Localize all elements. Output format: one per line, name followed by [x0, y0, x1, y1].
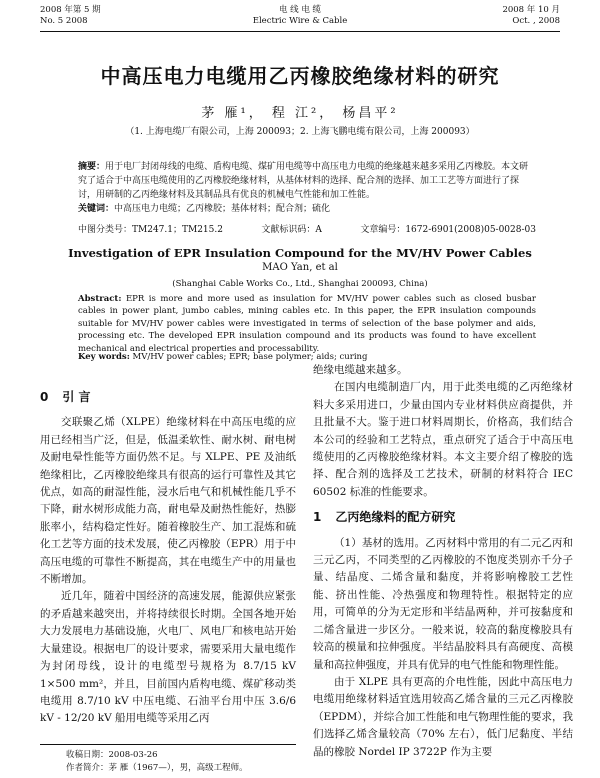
- doc-code: 文献标识码：A: [261, 225, 322, 235]
- section-title: 乙丙绝缘料的配方研究: [335, 510, 456, 525]
- issue-en: No. 5 2008: [40, 16, 88, 26]
- journal-name-cn: 电 线 电 缆: [278, 5, 322, 15]
- footnote: [40, 744, 296, 775]
- abstract-cn: [78, 160, 536, 216]
- paragraph: 由于 XLPE 具有更高的介电性能，因此中高压电力电缆用绝缘材料适宜选用较高乙烯含量的三元乙丙橡胶（EPDM），并综合加工性能和电气物理性能的要求，我们选择乙烯含量较高（70% 左右），低门尼黏度、半结晶的橡胶 Nordel IP 3722P 作为主要: [313, 675, 573, 758]
- clc-number: 中图分类号：TM247.1；TM215.2: [78, 225, 223, 235]
- issue-date: [502, 5, 560, 27]
- english-affiliation: (Shanghai Cable Works Co., Ltd., Shanghai 200093, China): [172, 279, 428, 289]
- issue-date-en: Oct. , 2008: [512, 16, 560, 26]
- keywords-en-text: MV/HV power cables; EPR; base polymer; aids; curing: [132, 352, 368, 362]
- keywords-en: [78, 352, 536, 362]
- article-number: 文章编号：1672-6901(2008)05-0028-03: [360, 225, 536, 235]
- abstract-en-label: Abstract:: [78, 294, 122, 304]
- paragraph: 绝缘电缆越来越多。: [313, 364, 408, 376]
- keywords-text: 中高压电力电缆；乙丙橡胶；基体材料；配合剂；硫化: [114, 204, 331, 214]
- paragraph: 在国内电缆制造厂内，用于此类电缆的乙丙绝缘材料大多采用进口，少量由国内专业材料供应商提供，并且批量不大。鉴于进口材料周期长，价格高，我们结合本公司的经验和工艺特点，重点研究了适合于中高压电缆使用的乙丙橡胶绝缘材料。本文主要介绍了橡胶的选择、配合剂的选择及工艺技术，研制的材料符合 IEC 60502 标准的性能要求。: [313, 381, 573, 498]
- journal-name: [40, 5, 560, 27]
- abstract-label: 摘要：: [78, 162, 106, 172]
- abstract-text: 用于电厂封闭母线的电缆、盾构电缆、煤矿用电缆等中高压电力电缆的绝缘越来越多采用乙丙橡胶。本文研究了适合于中高压电缆使用的乙丙橡胶绝缘材料，从基体材料的选择、配合剂的选择、加工工艺等方面进行了探讨，用研制的乙丙绝缘材料及其制品具有优良的机械电气性能和加工性能。: [78, 162, 529, 200]
- paper-title: 中高压电力电缆用乙丙橡胶绝缘材料的研究: [100, 64, 500, 88]
- paragraph: 近几年，随着中国经济的高速发展，能源供应紧张的矛盾越来越突出，并将持续很长时期。全国各地开始大力发展电力基础设施，火电厂、风电厂和核电站开始大量建设。根据电厂的设计要求，需要采用大量电缆作为封闭母线，设计的电缆型号规格为 8.7/15 kV 1×500 mm²，并且，目前国内盾构电缆、煤矿移动类电缆用 8.7/10 kV 中压电缆、石油平台用中压 3.6/6 kV - 12/20 kV 船用电缆等采用乙丙: [40, 590, 296, 725]
- section-heading-intro: [40, 389, 296, 406]
- running-header: [40, 5, 560, 32]
- abstract-en-text: EPR is more and more used as insulation for MV/HV power cables such as closed busbar cables in power plant, jumbo cables, mining cables etc. In this paper, the EPR insulation compounds suitable for MV/HV power cables were investigated in terms of selection of the base polymer and aids, processing etc. The developed EPR insulation compound and its products was found to have excellent mechanical and electrical properties and processability.: [78, 294, 536, 354]
- section-heading-1: [313, 509, 573, 526]
- paragraph: （1）基材的选用。乙丙材料中常用的有二元乙丙和三元乙丙，不同类型的乙丙橡胶的不饱度类别亦千分子量、结晶度、二烯含量和黏度，并将影响橡胶工艺性能、挤出性能、冷热强度和物理特性。根据特定的应用，可简单的分为无定形和半结晶两种，并可按黏度和二烯含量进一步区分。一般来说，较高的黏度橡胶具有较高的模量和拉伸强度。半结晶胶料具有高硬度、高模量和高拉伸强度，并具有优异的电气性能和物理性能。: [313, 536, 573, 671]
- journal-name-en: Electric Wire & Cable: [252, 16, 348, 26]
- keywords-en-label: Key words:: [78, 352, 130, 362]
- left-column: [40, 385, 296, 728]
- affiliation: （1. 上海电缆厂有限公司，上海 200093；2. 上海飞鹏电缆有限公司，上海 200093）: [125, 127, 475, 137]
- english-author: MAO Yan, et al: [262, 262, 338, 273]
- keywords-label: 关键词：: [78, 204, 115, 214]
- paragraph: 交联聚乙烯（XLPE）绝缘材料在中高压电缆的应用已经相当广泛，但是，低温柔软性、耐水树、耐电树及耐电晕性能等方面仍然不足。与 XLPE、PE 及油纸绝缘相比，乙丙橡胶绝缘具有很高的运行可靠性及其它优点，如高的耐湿性能，浸水后电气和机械性能几乎不下降，耐水树形成能力高，耐电晕及耐热性能好，热膨胀率小，结构稳定性好。随着橡胶生产、加工混炼和硫化工艺等方面的技术发展，使乙丙橡胶（EPR）用于中高压电缆的可靠性不断提高，其在电缆生产中的用量也不断增加。: [40, 416, 296, 586]
- issue-date-cn: 2008 年 10 月: [502, 5, 560, 15]
- author-bio: 作者简介：茅 雁（1967—），男，高级工程师。: [66, 763, 248, 773]
- section-number: 1: [313, 510, 322, 525]
- classification-row: [78, 222, 536, 235]
- english-title: Investigation of EPR Insulation Compound for the MV/HV Power Cables: [68, 246, 532, 260]
- section-title: 引 言: [62, 390, 91, 404]
- authors: 茅 雁¹， 程 江²， 杨昌平²: [201, 106, 399, 121]
- abstract-en: [78, 293, 536, 355]
- received-date: 收稿日期：2008-03-26: [66, 750, 158, 760]
- section-number: 0: [40, 390, 49, 404]
- issue-cn: 2008 年第 5 期: [40, 5, 101, 15]
- right-column: [313, 362, 573, 761]
